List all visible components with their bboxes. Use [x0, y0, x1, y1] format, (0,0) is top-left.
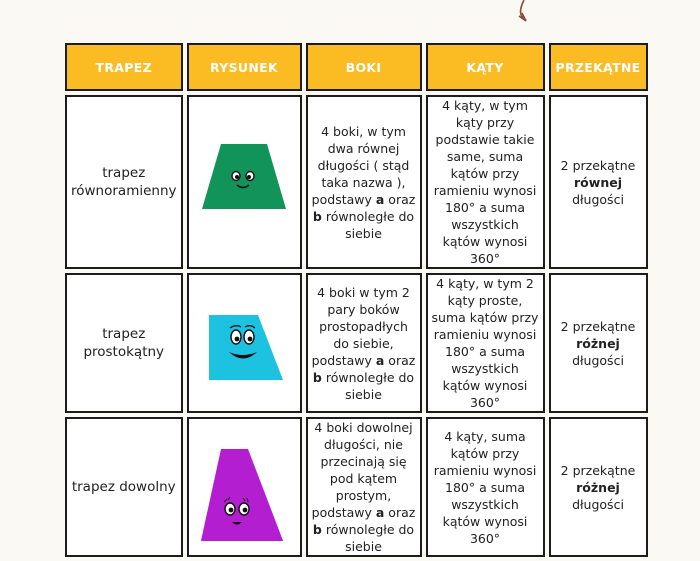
table-row [65, 95, 648, 269]
trapezoid-name: trapez prostokątny [65, 273, 183, 413]
angles-description: 4 kąty, suma kątów przy ramieniu wynosi 180° a suma wszystkich kątów wynosi 360° [426, 417, 545, 557]
decorative-arrow-icon [512, 0, 542, 26]
sides-description: 4 boki dowolnej długości, nie przecinają się pod kątem prostym, podstawy a oraz b równoległe do siebie [306, 417, 422, 557]
diagonals-description: 2 przekątne równej długości [549, 95, 648, 269]
drawing-cell [187, 273, 302, 413]
sides-description: 4 boki w tym 2 pary boków prostopadłych do siebie, podstawy a oraz b równoległe do siebie [306, 273, 422, 413]
angles-description: 4 kąty, w tym 2 kąty proste, suma kątów przy ramieniu wynosi 180° a suma wszystkich kątów wynosi 360° [426, 273, 545, 413]
diagonals-description: 2 przekątne różnej długości [549, 417, 648, 557]
table-row [65, 417, 648, 557]
header-row [65, 43, 648, 91]
drawing-cell [187, 95, 302, 269]
header-trapez: TRAPEZ [65, 43, 183, 91]
trapezoid-name: trapez równoramienny [65, 95, 183, 269]
sides-description: 4 boki, w tym dwa równej długości ( stąd taka nazwa ), podstawy a oraz b równoległe do siebie [306, 95, 422, 269]
trapezoid-comparison-table [61, 39, 652, 561]
drawing-cell [187, 417, 302, 557]
diagonals-description: 2 przekątne różnej długości [549, 273, 648, 413]
right-trapezoid-icon [194, 301, 294, 381]
header-rysunek: RYSUNEK [187, 43, 302, 91]
scalene-trapezoid-icon [194, 429, 294, 541]
angles-description: 4 kąty, w tym kąty przy podstawie takie same, suma kątów przy ramieniu wynosi 180° a suma wszystkich kątów wynosi 360° [426, 95, 545, 269]
isosceles-trapezoid-icon [194, 140, 294, 220]
header-przekatne: PRZEKĄTNE [549, 43, 648, 91]
header-boki: BOKI [306, 43, 422, 91]
trapezoid-name: trapez dowolny [65, 417, 183, 557]
header-katy: KĄTY [426, 43, 545, 91]
table-row [65, 273, 648, 413]
